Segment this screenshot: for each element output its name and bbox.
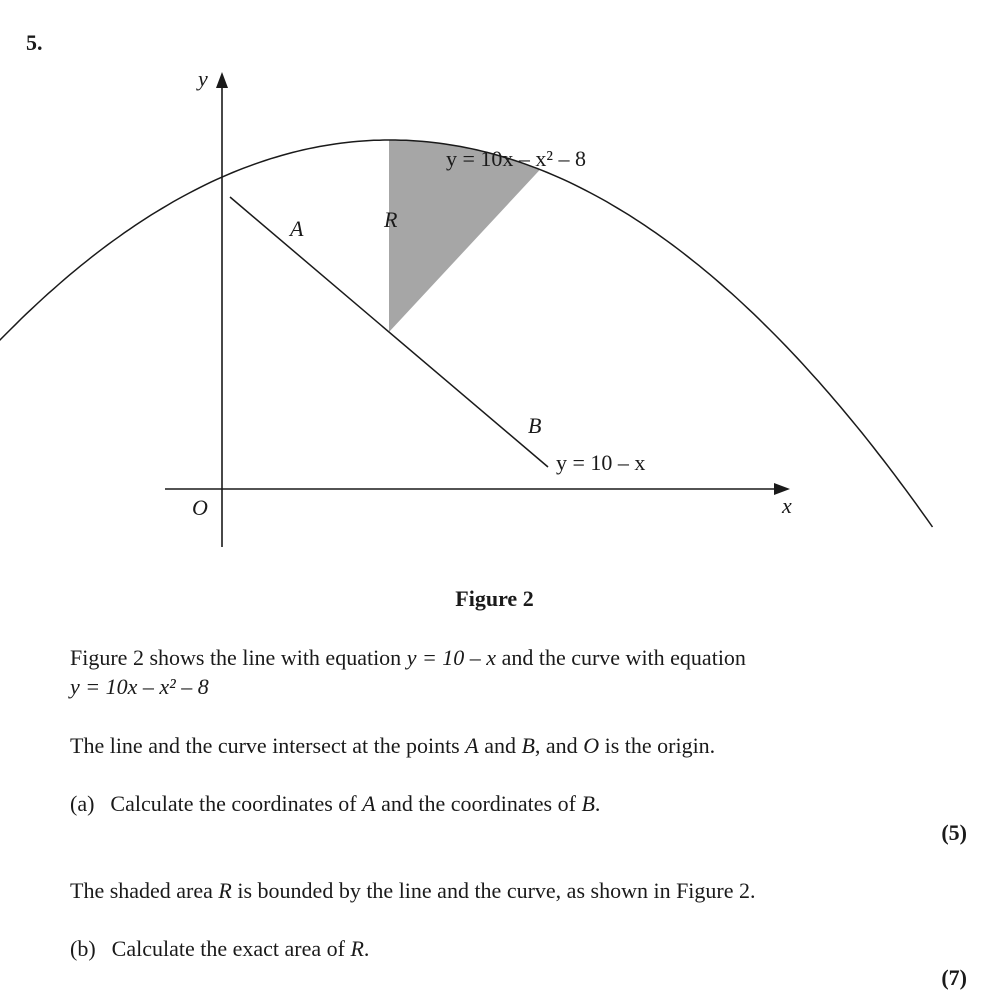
origin-label: O xyxy=(192,495,208,520)
region-r-label: R xyxy=(384,207,398,232)
text-span: The shaded area xyxy=(70,878,219,903)
paragraph-3 xyxy=(70,876,756,905)
text-span: Figure 2 shows the line with equation xyxy=(70,645,407,670)
point-b: B xyxy=(521,733,535,758)
point-a: A xyxy=(362,791,376,816)
y-axis-label: y xyxy=(198,66,208,91)
text-span: and the curve with equation xyxy=(496,645,746,670)
region-r: R xyxy=(350,936,364,961)
part-a-number: (a) xyxy=(70,791,95,816)
text-span: Calculate the exact area of xyxy=(111,936,351,961)
curve-equation: y = 10x – x² – 8 xyxy=(70,674,209,699)
line-label: y = 10 – x xyxy=(556,450,646,475)
line-equation: y = 10 – x xyxy=(406,645,497,670)
point-a-label: A xyxy=(290,216,304,241)
figure-caption: Figure 2 xyxy=(455,586,534,611)
part-b-number: (b) xyxy=(70,936,96,961)
x-axis-label: x xyxy=(782,493,792,518)
text-span: . xyxy=(594,791,601,816)
curve-label: y = 10x – x² – 8 xyxy=(446,146,587,171)
question-part-a xyxy=(70,789,600,818)
text-span: . xyxy=(363,936,370,961)
part-b-marks: (7) xyxy=(941,965,967,990)
part-a-marks: (5) xyxy=(941,820,967,845)
point-a: A xyxy=(465,733,479,758)
text-span: is bounded by the line and the curve, as shown in Figure 2. xyxy=(231,878,756,903)
text-span: is the origin. xyxy=(599,733,716,758)
point-b: B xyxy=(581,791,595,816)
text-span: , and xyxy=(534,733,584,758)
text-span: and the coordinates of xyxy=(375,791,582,816)
paragraph-1-line-1 xyxy=(70,643,746,672)
paragraph-2 xyxy=(70,731,715,760)
region-r: R xyxy=(218,878,232,903)
text-span: and xyxy=(478,733,522,758)
text-span: Calculate the coordinates of xyxy=(110,791,363,816)
origin: O xyxy=(583,733,600,758)
question-number: 5. xyxy=(26,30,43,55)
y-axis-arrow-icon xyxy=(216,72,228,88)
question-part-b xyxy=(70,934,369,963)
text-span: The line and the curve intersect at the points xyxy=(70,733,466,758)
point-b-label: B xyxy=(528,413,542,438)
